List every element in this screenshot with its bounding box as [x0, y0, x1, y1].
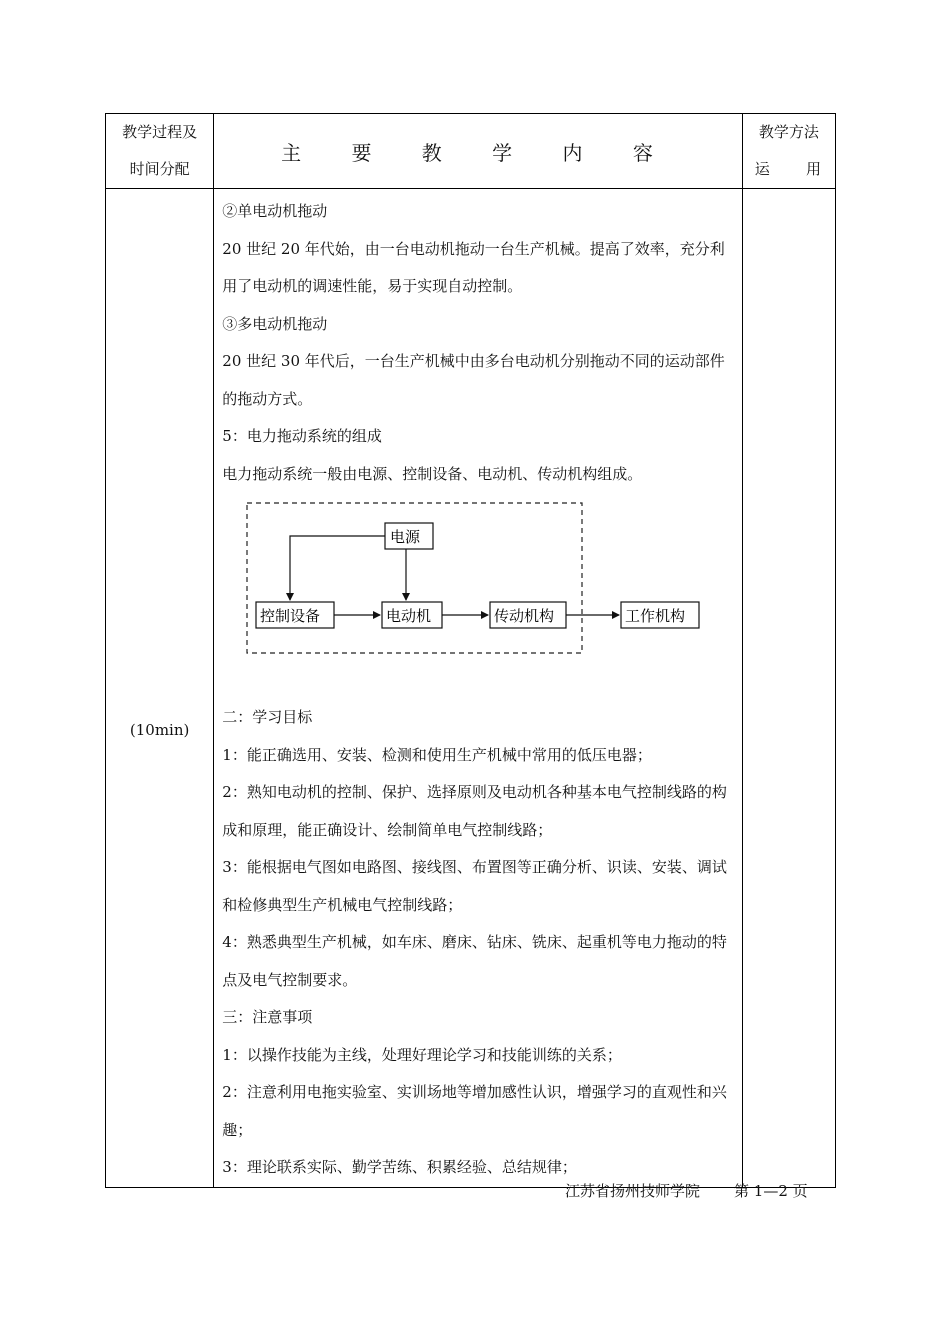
- time-label: (10min): [129, 721, 190, 739]
- paragraph: 20 世纪 30 年代后，一台生产机械中由多台电动机分别拖动不同的运动部件的拖动方式。: [222, 352, 725, 408]
- paragraph: 5：电力拖动系统的组成: [222, 427, 382, 445]
- block-diagram-svg: [222, 497, 732, 695]
- section-title: 二：学习目标: [222, 708, 313, 726]
- paragraph: 电力拖动系统一般由电源、控制设备、电动机、传动机构组成。: [222, 464, 643, 483]
- header-right-char1: 运: [754, 160, 770, 178]
- lesson-plan-table: [105, 113, 836, 1188]
- header-left-line2: 时间分配: [129, 160, 190, 178]
- control-label: 控制设备: [260, 607, 321, 625]
- work-label: 工作机构: [625, 607, 686, 625]
- paragraph: 1：能正确选用、安装、检测和使用生产机械中常用的低压电器；: [222, 745, 652, 764]
- paragraph: 3：能根据电气图如电路图、接线图、布置图等正确分析、识读、安装、调试和检修典型生产机械电气控制线路；: [222, 858, 727, 914]
- power-to-control-arrow: [290, 536, 385, 600]
- paragraph: 3：理论联系实际、勤学苦练、积累经验、总结规律；: [222, 1158, 577, 1176]
- main-content-header: 主 要 教 学 内 容: [214, 114, 742, 189]
- school-name: 江苏省扬州技师学院: [565, 1182, 701, 1200]
- time-cell: [106, 189, 214, 1188]
- page-footer: [565, 1180, 842, 1201]
- paragraph: ②单电动机拖动: [222, 202, 328, 220]
- paragraph: ③多电动机拖动: [222, 314, 328, 333]
- method-cell: [742, 189, 835, 1188]
- paragraph: 2：熟知电动机的控制、保护、选择原则及电动机各种基本电气控制线路的构成和原理，能正确设计、绘制简单电气控制线路；: [222, 783, 727, 839]
- paragraph: 20 世纪 20 年代始，由一台电动机拖动一台生产机械。提高了效率，充分利用了电动机的调速性能，易于实现自动控制。: [222, 239, 725, 295]
- transmission-label: 传动机构: [494, 607, 555, 625]
- header-left-line1: 教学过程及: [122, 123, 198, 141]
- motor-label: 电动机: [386, 607, 432, 625]
- header-right-char2: 用: [805, 160, 821, 178]
- process-time-header: [106, 114, 214, 189]
- method-header: [742, 114, 835, 189]
- drive-system-diagram: [222, 497, 735, 695]
- section-title: 三：注意事项: [222, 1008, 313, 1026]
- header-right-line1: 教学方法: [758, 123, 819, 141]
- table-body-row: [106, 189, 836, 1188]
- content-body: [214, 189, 741, 1187]
- paragraph: 4：熟悉典型生产机械，如车床、磨床、钻床、铣床、起重机等电力拖动的特点及电气控制要求。: [222, 933, 727, 989]
- header-right-line2: [743, 151, 835, 188]
- page-number: 第 1—2 页: [734, 1182, 808, 1200]
- paragraph: 2：注意利用电拖实验室、实训场地等增加感性认识，增强学习的直观性和兴趣；: [222, 1083, 727, 1139]
- table-header-row: [106, 114, 836, 189]
- paragraph: 1：以操作技能为主线，处理好理论学习和技能训练的关系；: [222, 1045, 622, 1064]
- content-cell: [214, 189, 742, 1188]
- power-label: 电源: [390, 528, 421, 546]
